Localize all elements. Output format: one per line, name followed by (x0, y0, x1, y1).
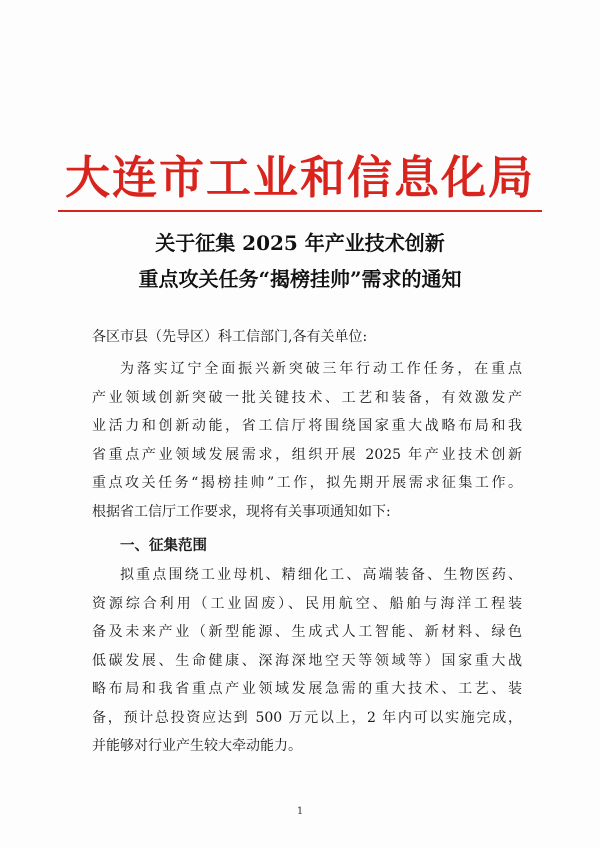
paragraph-line: 产业领域创新突破一批关键技术、工艺和装备，有效激发产 (92, 389, 522, 406)
document-title-line-1: 关于征集 2025 年产业技术创新 (155, 231, 445, 255)
paragraph-line: 并能够对行业产生较大牵动能力。 (92, 738, 302, 754)
paragraph-line: 低碳发展、生命健康、深海深地空天等领域等）国家重大战 (92, 652, 522, 669)
scope-paragraph (92, 561, 522, 761)
paragraph-line: 备，预计总投资应达到 500 万元以上，2 年内可以实施完成， (92, 709, 522, 726)
intro-paragraph (92, 355, 522, 526)
paragraph-line: 略布局和我省重点产业领域发展急需的重大技术、工艺、装 (92, 681, 522, 697)
section-heading: 一、征集范围 (120, 538, 207, 554)
paragraph-line: 根据省工信厅工作要求，现将有关事项通知如下: (92, 503, 391, 520)
issuing-authority-header: 大连市工业和信息化局 (64, 151, 535, 204)
paragraph-line: 为落实辽宁全面振兴新突破三年行动工作任务，在重点 (120, 361, 522, 377)
document-title-line-2: 重点攻关任务“揭榜挂帅”需求的通知 (138, 267, 462, 291)
paragraph-line: 业活力和创新动能，省工信厅将围绕国家重大战略布局和我 (92, 418, 522, 434)
paragraph-line: 备及未来产业（新型能源、生成式人工智能、新材料、绿色 (92, 624, 522, 640)
paragraph-line: 重点攻关任务“揭榜挂帅”工作，拟先期开展需求征集工作。 (92, 475, 522, 491)
paragraph-line: 资源综合利用（工业固废）、民用航空、船舶与海洋工程装 (92, 595, 522, 612)
paragraph-line: 省重点产业领域发展需求，组织开展 2025 年产业技术创新 (92, 446, 522, 463)
paragraph-line: 拟重点围绕工业母机、精细化工、高端装备、生物医药、 (120, 567, 522, 583)
page-number: 1 (296, 806, 304, 817)
salutation: 各区市县（先导区）科工信部门,各有关单位: (92, 329, 368, 345)
red-divider-line (58, 210, 542, 212)
